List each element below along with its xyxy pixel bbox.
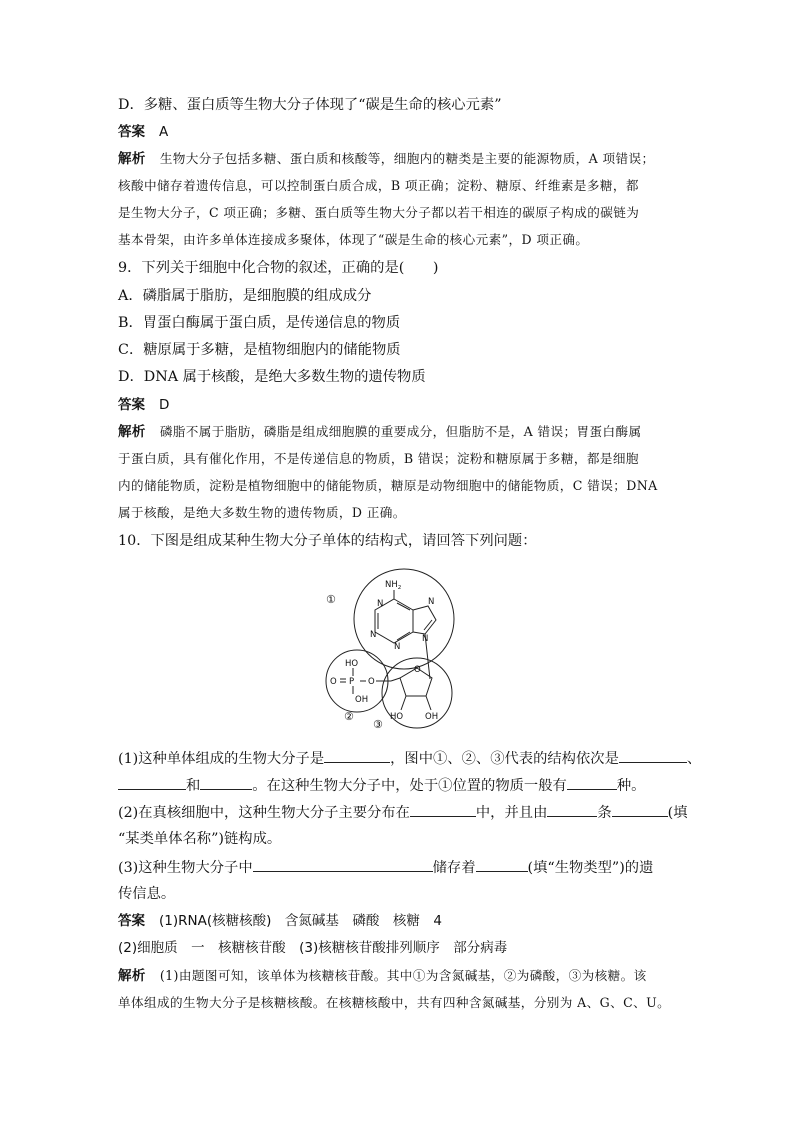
q8-answer-line xyxy=(118,122,168,142)
nucleotide-structure-diagram xyxy=(322,562,458,734)
n-label: N xyxy=(377,599,384,609)
q9-option-b: B．胃蛋白酶属于蛋白质，是传递信息的物质 xyxy=(118,315,401,331)
n-label: N xyxy=(370,630,377,640)
q9-analysis-text: 磷脂不属于脂肪，磷脂是组成细胞膜的重要成分，但脂肪不是，A 错误；胃蛋白酶属 xyxy=(159,424,642,439)
marker-1: ① xyxy=(326,593,336,606)
q10-sub2-line xyxy=(118,802,688,823)
q10-sub2-line: “某类单体名称”)链构成。 xyxy=(118,831,282,847)
oh-label: OH xyxy=(425,712,439,722)
q10-analysis-line xyxy=(118,966,647,986)
answer-label: 答案 xyxy=(118,913,145,929)
ring-oxygen-label: O xyxy=(414,665,421,675)
q9-option-c: C．糖原属于多糖，是植物细胞内的储能物质 xyxy=(118,342,401,358)
q10-sub1-line xyxy=(118,775,645,796)
n-label: N xyxy=(422,634,429,644)
ho-label: HO xyxy=(345,659,359,669)
oxygen-label: O xyxy=(330,677,337,687)
oh-label: OH xyxy=(355,695,369,705)
ho-label: HO xyxy=(390,712,404,722)
phosphorus-label: P xyxy=(349,677,355,687)
q10-answer-line xyxy=(118,911,442,931)
answer-label: 答案 xyxy=(118,397,145,413)
q10-answer-line: (2)细胞质 一 核糖核苷酸 (3)核糖核苷酸排列顺序 部分病毒 xyxy=(118,940,508,956)
answer-blank[interactable] xyxy=(253,857,433,872)
text-segment: (填“生物类型”)的遗 xyxy=(527,860,654,876)
q8-analysis-line: 基本骨架，由许多单体连接成多聚体，体现了“碳是生命的核心元素”，D 项正确。 xyxy=(118,232,589,247)
q8-answer: A xyxy=(159,124,169,140)
q8-analysis-line: 是生物大分子，C 项正确；多糖、蛋白质等生物大分子都以若干相连的碳原子构成的碳链为 xyxy=(118,205,640,220)
text-segment: 储存着 xyxy=(432,860,476,876)
q10-answer: (1)RNA(核糖核酸) 含氮碱基 磷酸 核糖 4 xyxy=(159,913,442,929)
answer-blank[interactable] xyxy=(118,775,186,790)
answer-blank[interactable] xyxy=(410,802,476,817)
q9-analysis-line: 内的储能物质，淀粉是植物细胞中的储能物质，糖原是动物细胞中的储能物质，C 错误；DNA xyxy=(118,478,658,493)
analysis-label: 解析 xyxy=(118,151,146,167)
text-segment: (填 xyxy=(667,805,688,821)
answer-blank[interactable] xyxy=(612,802,668,817)
q10-analysis-text: (1)由题图可知，该单体为核糖核苷酸。其中①为含氮碱基，②为磷酸，③为核糖。该 xyxy=(159,968,647,983)
nh2-label: $NH_2$ xyxy=(385,580,402,591)
marker-2: ② xyxy=(344,710,354,723)
text-segment: 和 xyxy=(186,778,201,794)
q8-analysis-line: 核酸中储存着遗传信息，可以控制蛋白质合成，B 项正确；淀粉、糖原、纤维素是多糖，都 xyxy=(118,178,639,193)
q9-stem: 9．下列关于细胞中化合物的叙述，正确的是( ) xyxy=(118,260,439,276)
q9-analysis-line: 于蛋白质，具有催化作用，不是传递信息的物质，B 错误；淀粉和糖原属于多糖，都是细胞 xyxy=(118,451,639,466)
answer-label: 答案 xyxy=(118,124,145,140)
answer-blank[interactable] xyxy=(567,775,617,790)
text-segment: (1)这种单体组成的生物大分子是 xyxy=(118,751,325,767)
marker-3: ③ xyxy=(373,718,383,731)
q8-analysis-line xyxy=(118,149,654,169)
base-circle xyxy=(354,569,454,669)
q8-option-d: D．多糖、蛋白质等生物大分子体现了“碳是生命的核心元素” xyxy=(118,97,502,113)
n-label: N xyxy=(428,597,435,607)
text-segment: (3)这种生物大分子中 xyxy=(118,860,253,876)
q9-answer-line xyxy=(118,395,169,415)
q8-analysis-text: 生物大分子包括多糖、蛋白质和核酸等，细胞内的糖类是主要的能源物质，A 项错误； xyxy=(159,151,655,166)
q9-option-d: D．DNA 属于核酸，是绝大多数生物的遗传物质 xyxy=(118,369,426,385)
q10-sub3-line xyxy=(118,857,653,878)
analysis-label: 解析 xyxy=(118,424,146,440)
text-segment: ，图中①、②、③代表的结构依次是 xyxy=(390,751,619,767)
q10-stem: 10．下图是组成某种生物大分子单体的结构式，请回答下列问题： xyxy=(118,533,537,549)
analysis-label: 解析 xyxy=(118,968,146,984)
answer-blank[interactable] xyxy=(476,857,528,872)
q9-option-a: A．磷脂属于脂肪，是细胞膜的组成成分 xyxy=(118,288,372,304)
answer-blank[interactable] xyxy=(200,775,252,790)
answer-blank[interactable] xyxy=(324,748,390,763)
answer-blank[interactable] xyxy=(619,748,687,763)
q10-sub3-line: 传信息。 xyxy=(118,886,176,902)
text-segment: 中，并且由 xyxy=(475,805,548,821)
q10-sub1-line xyxy=(118,748,701,769)
q9-analysis-line: 属于核酸，是绝大多数生物的遗传物质，D 正确。 xyxy=(118,505,406,520)
answer-blank[interactable] xyxy=(547,802,597,817)
n-label: N xyxy=(394,642,401,652)
text-segment: 种。 xyxy=(616,778,646,794)
text-segment: 。在这种生物大分子中，处于①位置的物质一般有 xyxy=(252,778,567,794)
q9-answer: D xyxy=(159,397,170,413)
text-segment: 、 xyxy=(686,751,702,767)
q10-analysis-line: 单体组成的生物大分子是核糖核酸。在核糖核酸中，共有四种含氮碱基，分别为 A、G、C、U。 xyxy=(118,995,671,1010)
text-segment: 条 xyxy=(597,805,612,821)
q9-analysis-line xyxy=(118,422,642,442)
oxygen-label: O xyxy=(368,677,375,687)
text-segment: (2)在真核细胞中，这种生物大分子主要分布在 xyxy=(118,805,410,821)
